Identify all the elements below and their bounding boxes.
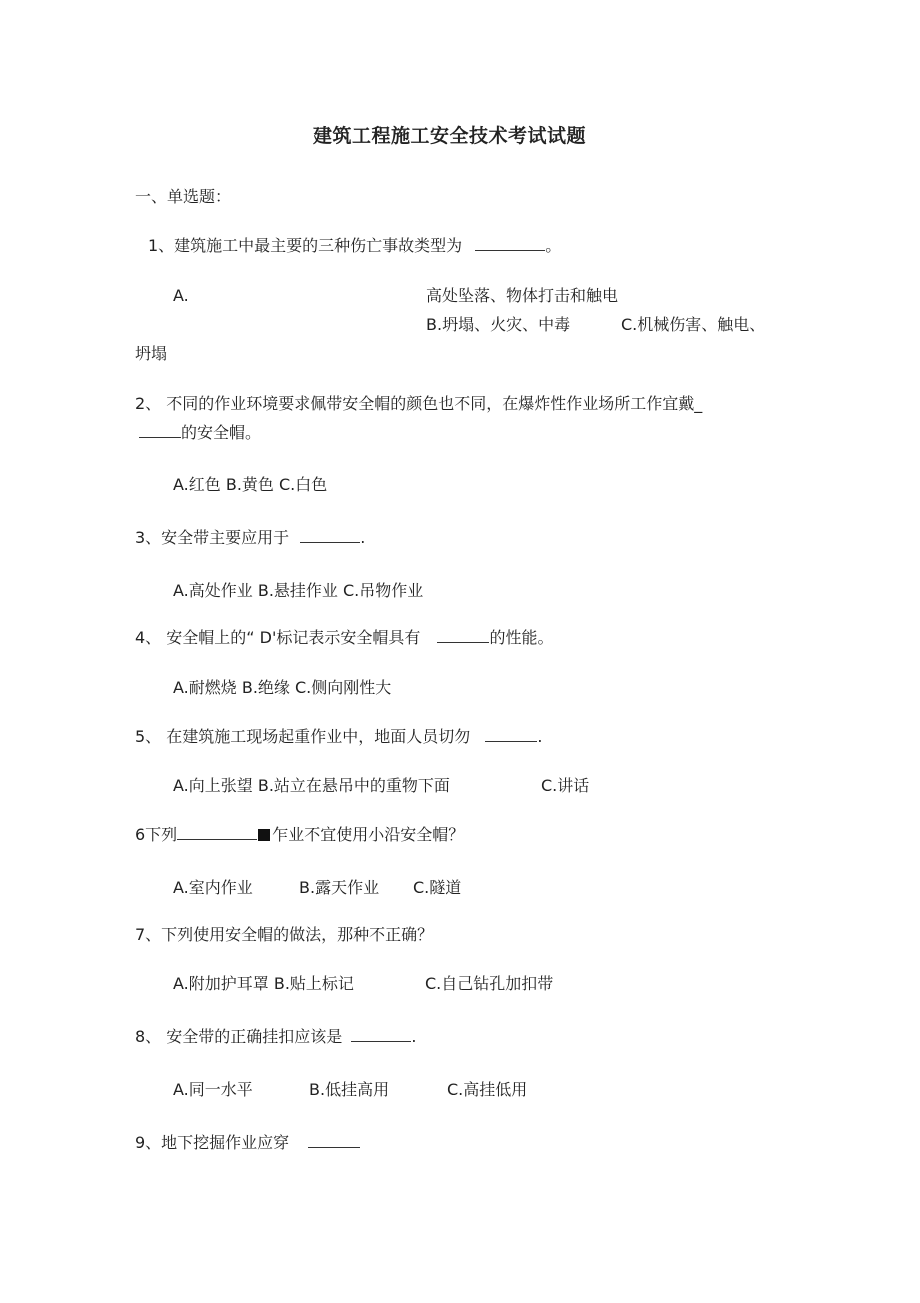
answer-blank [177,825,257,840]
answer-blank [485,727,537,742]
answer-blank [437,628,489,643]
question-3-end: . [360,528,366,547]
options-2: A.红色 B.黄色 C.白色 [173,475,328,494]
section-heading: 一、单选题： [135,187,232,206]
option-1c-cont: 坍塌 [135,344,168,363]
answer-blank [300,528,360,543]
question-6-text: 乍业不宜使用小沿安全帽？ [272,825,465,844]
answer-blank [475,236,545,251]
options-3: A.高处作业 B.悬挂作业 C.吊物作业 [173,581,424,600]
answer-blank [308,1133,360,1148]
question-5-text: 5、 在建筑施工现场起重作业中，地面人员切勿 [135,727,471,746]
option-8b: B.低挂高用 [309,1080,390,1099]
answer-blank [139,423,181,438]
question-9-text: 9、地下挖掘作业应穿 [135,1133,290,1152]
question-3 [135,528,365,548]
option-7c: C.自己钻孔加扣带 [425,974,554,993]
question-2-line2 [139,423,261,443]
question-8 [135,1027,416,1047]
option-6b: B.露天作业 [299,878,380,897]
page-title: 建筑工程施工安全技术考试试题 [313,125,587,147]
option-8c: C.高挂低用 [447,1080,528,1099]
option-5c: C.讲话 [541,776,590,795]
option-6a: A.室内作业 [173,878,253,897]
option-1c: C.机械伤害、触电、 [621,315,766,334]
question-4-text: 4、 安全帽上的“ D'标记表示安全帽具有 [135,628,421,647]
question-7-text: 7、下列使用安全帽的做法，那种不正确？ [135,925,434,944]
question-6-prefix: 6下列 [135,825,178,844]
question-9 [135,1133,360,1153]
question-3-text: 3、安全带主要应用于 [135,528,290,547]
question-6 [135,825,464,845]
options-4: A.耐燃烧 B.绝缘 C.侧向刚性大 [173,678,392,697]
question-8-end: . [411,1027,417,1046]
question-1 [148,236,561,256]
question-1-text: 1、建筑施工中最主要的三种伤亡事故类型为 [148,236,463,255]
question-1-end: 。 [545,236,562,255]
question-4 [135,628,553,648]
question-4-end: 的性能。 [489,628,554,647]
options-5-ab: A.向上张望 B.站立在悬吊中的重物下面 [173,776,450,795]
option-8a: A.同一水平 [173,1080,253,1099]
question-5-end: . [537,727,543,746]
question-5 [135,727,542,747]
black-square-icon [258,829,270,841]
question-2-end: 的安全帽。 [181,423,262,442]
option-1a-text: 高处坠落、物体打击和触电 [426,286,619,305]
option-1a-label: A. [173,286,189,305]
answer-blank [351,1027,411,1042]
option-1b: B.坍塌、火灾、中毒 [426,315,571,334]
option-6c: C.隧道 [413,878,462,897]
options-7-ab: A.附加护耳罩 B.贴上标记 [173,974,354,993]
question-2-text: 2、 不同的作业环境要求佩带安全帽的颜色也不同，在爆炸性作业场所工作宜戴_ [135,394,703,413]
question-8-text: 8、 安全带的正确挂扣应该是 [135,1027,343,1046]
